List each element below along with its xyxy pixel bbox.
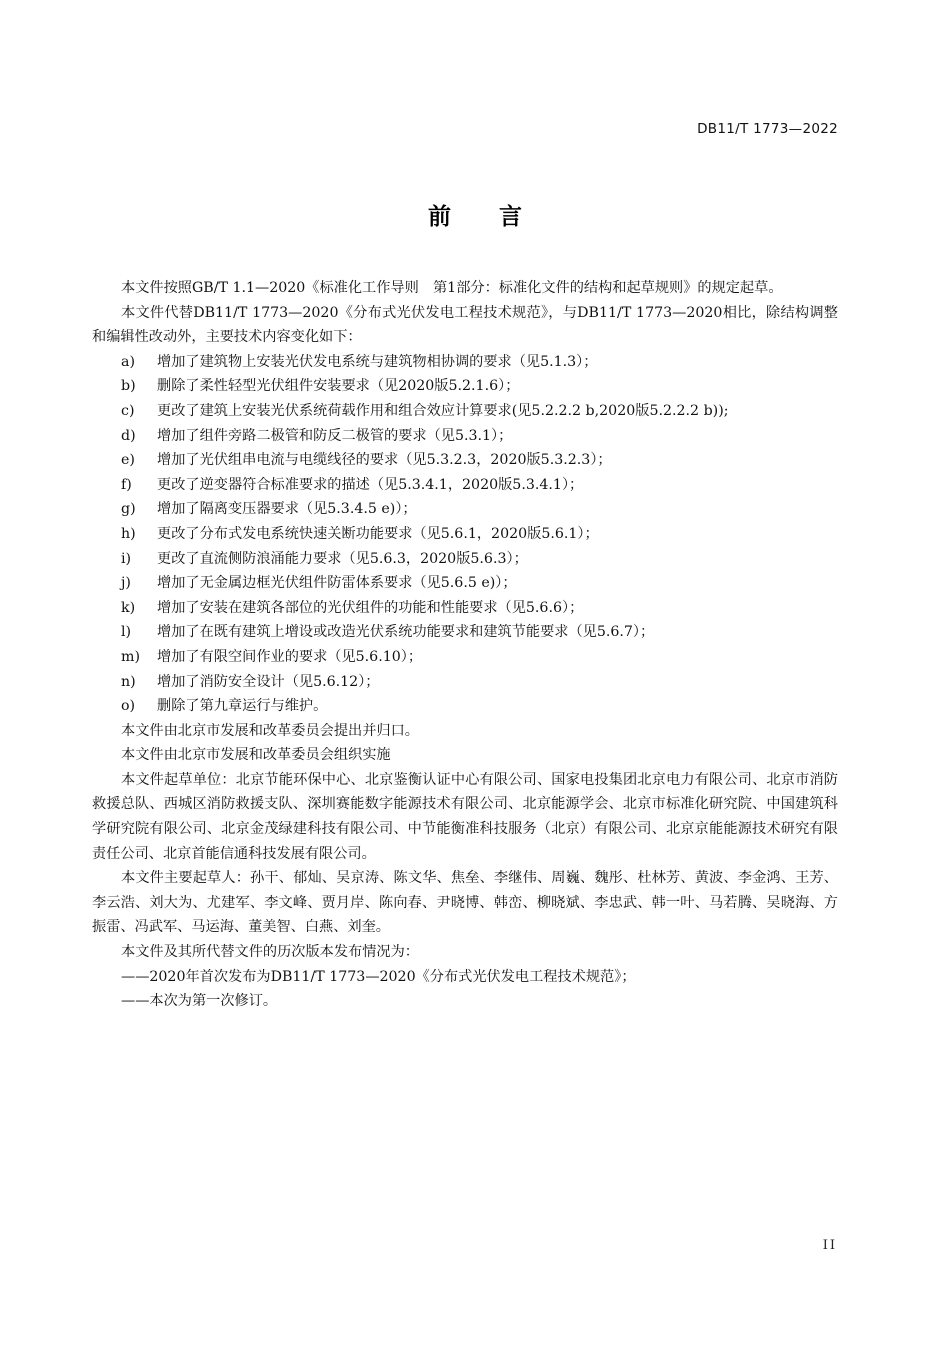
list-item-text: 增加了安装在建筑各部位的光伏组件的功能和性能要求（见5.6.6）； [157,599,584,616]
list-item [121,522,838,547]
list-item-label: l) [121,624,132,641]
proposer-statement: 本文件由北京市发展和改革委员会提出并归口。 [121,722,419,739]
list-item-label: o) [121,698,136,715]
list-item-text: 增加了组件旁路二极管和防反二极管的要求（见5.3.1）； [157,427,513,444]
list-item-label: g) [121,501,136,518]
list-item-label: d) [121,427,136,444]
change-list [92,350,838,719]
list-item-label: c) [121,402,135,419]
list-item [121,350,838,375]
list-item [121,547,838,572]
foreword-body [92,276,838,1014]
list-item [121,473,838,498]
page-number: II [822,1238,837,1253]
list-item-text: 增加了建筑物上安装光伏发电系统与建筑物相协调的要求（见5.1.3）； [157,353,598,370]
list-item-text: 更改了建筑上安装光伏系统荷载作用和组合效应计算要求(见5.2.2.2 b,2020版5.2.2.2 b)); [157,402,729,419]
drafting-organizations: 本文件起草单位：北京节能环保中心、北京鉴衡认证中心有限公司、国家电投集团北京电力有限公司、北京市消防救援总队、西城区消防救援支队、深圳赛能数字能源技术有限公司、北京能源学会、北京市标准化研究院、中国建筑科学研究院有限公司、北京金茂绿建科技有限公司、中节能衡准科技服务（北京）有限公司、北京京能能源技术研究有限责任公司、北京首能信通科技发展有限公司。 [92,771,838,862]
list-item-text: 更改了逆变器符合标准要求的描述（见5.3.4.1，2020版5.3.4.1）； [157,476,584,493]
list-item [121,424,838,449]
implementer-statement: 本文件由北京市发展和改革委员会组织实施 [121,747,391,764]
list-item [121,399,838,424]
history-item: ——2020年首次发布为DB11/T 1773—2020《分布式光伏发电工程技术规范》； [121,968,636,985]
list-item-label: h) [121,525,136,542]
list-item-text: 删除了柔性轻型光伏组件安装要求（见2020版5.2.1.6）； [157,378,520,395]
list-item-text: 增加了隔离变压器要求（见5.3.4.5 e)）； [157,501,417,518]
list-item-text: 删除了第九章运行与维护。 [157,698,328,715]
list-item [121,670,838,695]
page-title: 前言 [428,204,570,230]
list-item-text: 增加了光伏组串电流与电缆线径的要求（见5.3.2.3，2020版5.3.2.3）； [157,452,612,469]
history-heading: 本文件及其所代替文件的历次版本发布情况为： [121,944,419,961]
intro-paragraph: 本文件按照GB/T 1.1—2020《标准化工作导则 第1部分：标准化文件的结构和起草规则》的规定起草。 [121,280,783,296]
list-item [121,645,838,670]
list-item-label: e) [121,452,135,469]
list-item [121,374,838,399]
list-item-label: j) [121,575,131,592]
list-item-text: 增加了消防安全设计（见5.6.12）； [157,673,380,690]
list-item-label: b) [121,378,136,395]
list-item-label: m) [121,648,140,665]
list-item-text: 更改了分布式发电系统快速关断功能要求（见5.6.1，2020版5.6.1）； [157,525,599,542]
list-item-label: k) [121,599,136,616]
list-item [121,448,838,473]
list-item-text: 更改了直流侧防浪涌能力要求（见5.6.3，2020版5.6.3）； [157,550,528,567]
list-item-label: a) [121,353,135,370]
list-item-text: 增加了在既有建筑上增设或改造光伏系统功能要求和建筑节能要求（见5.6.7）； [157,624,655,641]
intro-paragraph: 本文件代替DB11/T 1773—2020《分布式光伏发电工程技术规范》，与DB11/T 1773—2020相比，除结构调整和编辑性改动外，主要技术内容变化如下： [92,304,838,346]
list-item-text: 增加了有限空间作业的要求（见5.6.10）； [157,648,423,665]
document-code: DB11/T 1773—2022 [697,121,838,137]
list-item [121,620,838,645]
list-item [121,571,838,596]
list-item [121,596,838,621]
list-item-label: f) [121,476,132,493]
principal-drafters: 本文件主要起草人：孙干、郁灿、吴京涛、陈文华、焦垒、李继伟、周巍、魏彤、杜林芳、黄波、李金鸿、王芳、李云浩、刘大为、尤建军、李文峰、贾月岸、陈向春、尹晓博、韩峦、柳晓斌、李忠武、韩一叶、马若腾、吴晓海、方振雷、冯武军、马运海、董美智、白燕、刘奎。 [92,870,838,936]
list-item [121,497,838,522]
history-item: ——本次为第一次修订。 [121,993,278,1010]
list-item-label: n) [121,673,136,690]
list-item [121,694,838,719]
list-item-label: i) [121,550,132,567]
list-item-text: 增加了无金属边框光伏组件防雷体系要求（见5.6.5 e)）； [157,575,517,592]
